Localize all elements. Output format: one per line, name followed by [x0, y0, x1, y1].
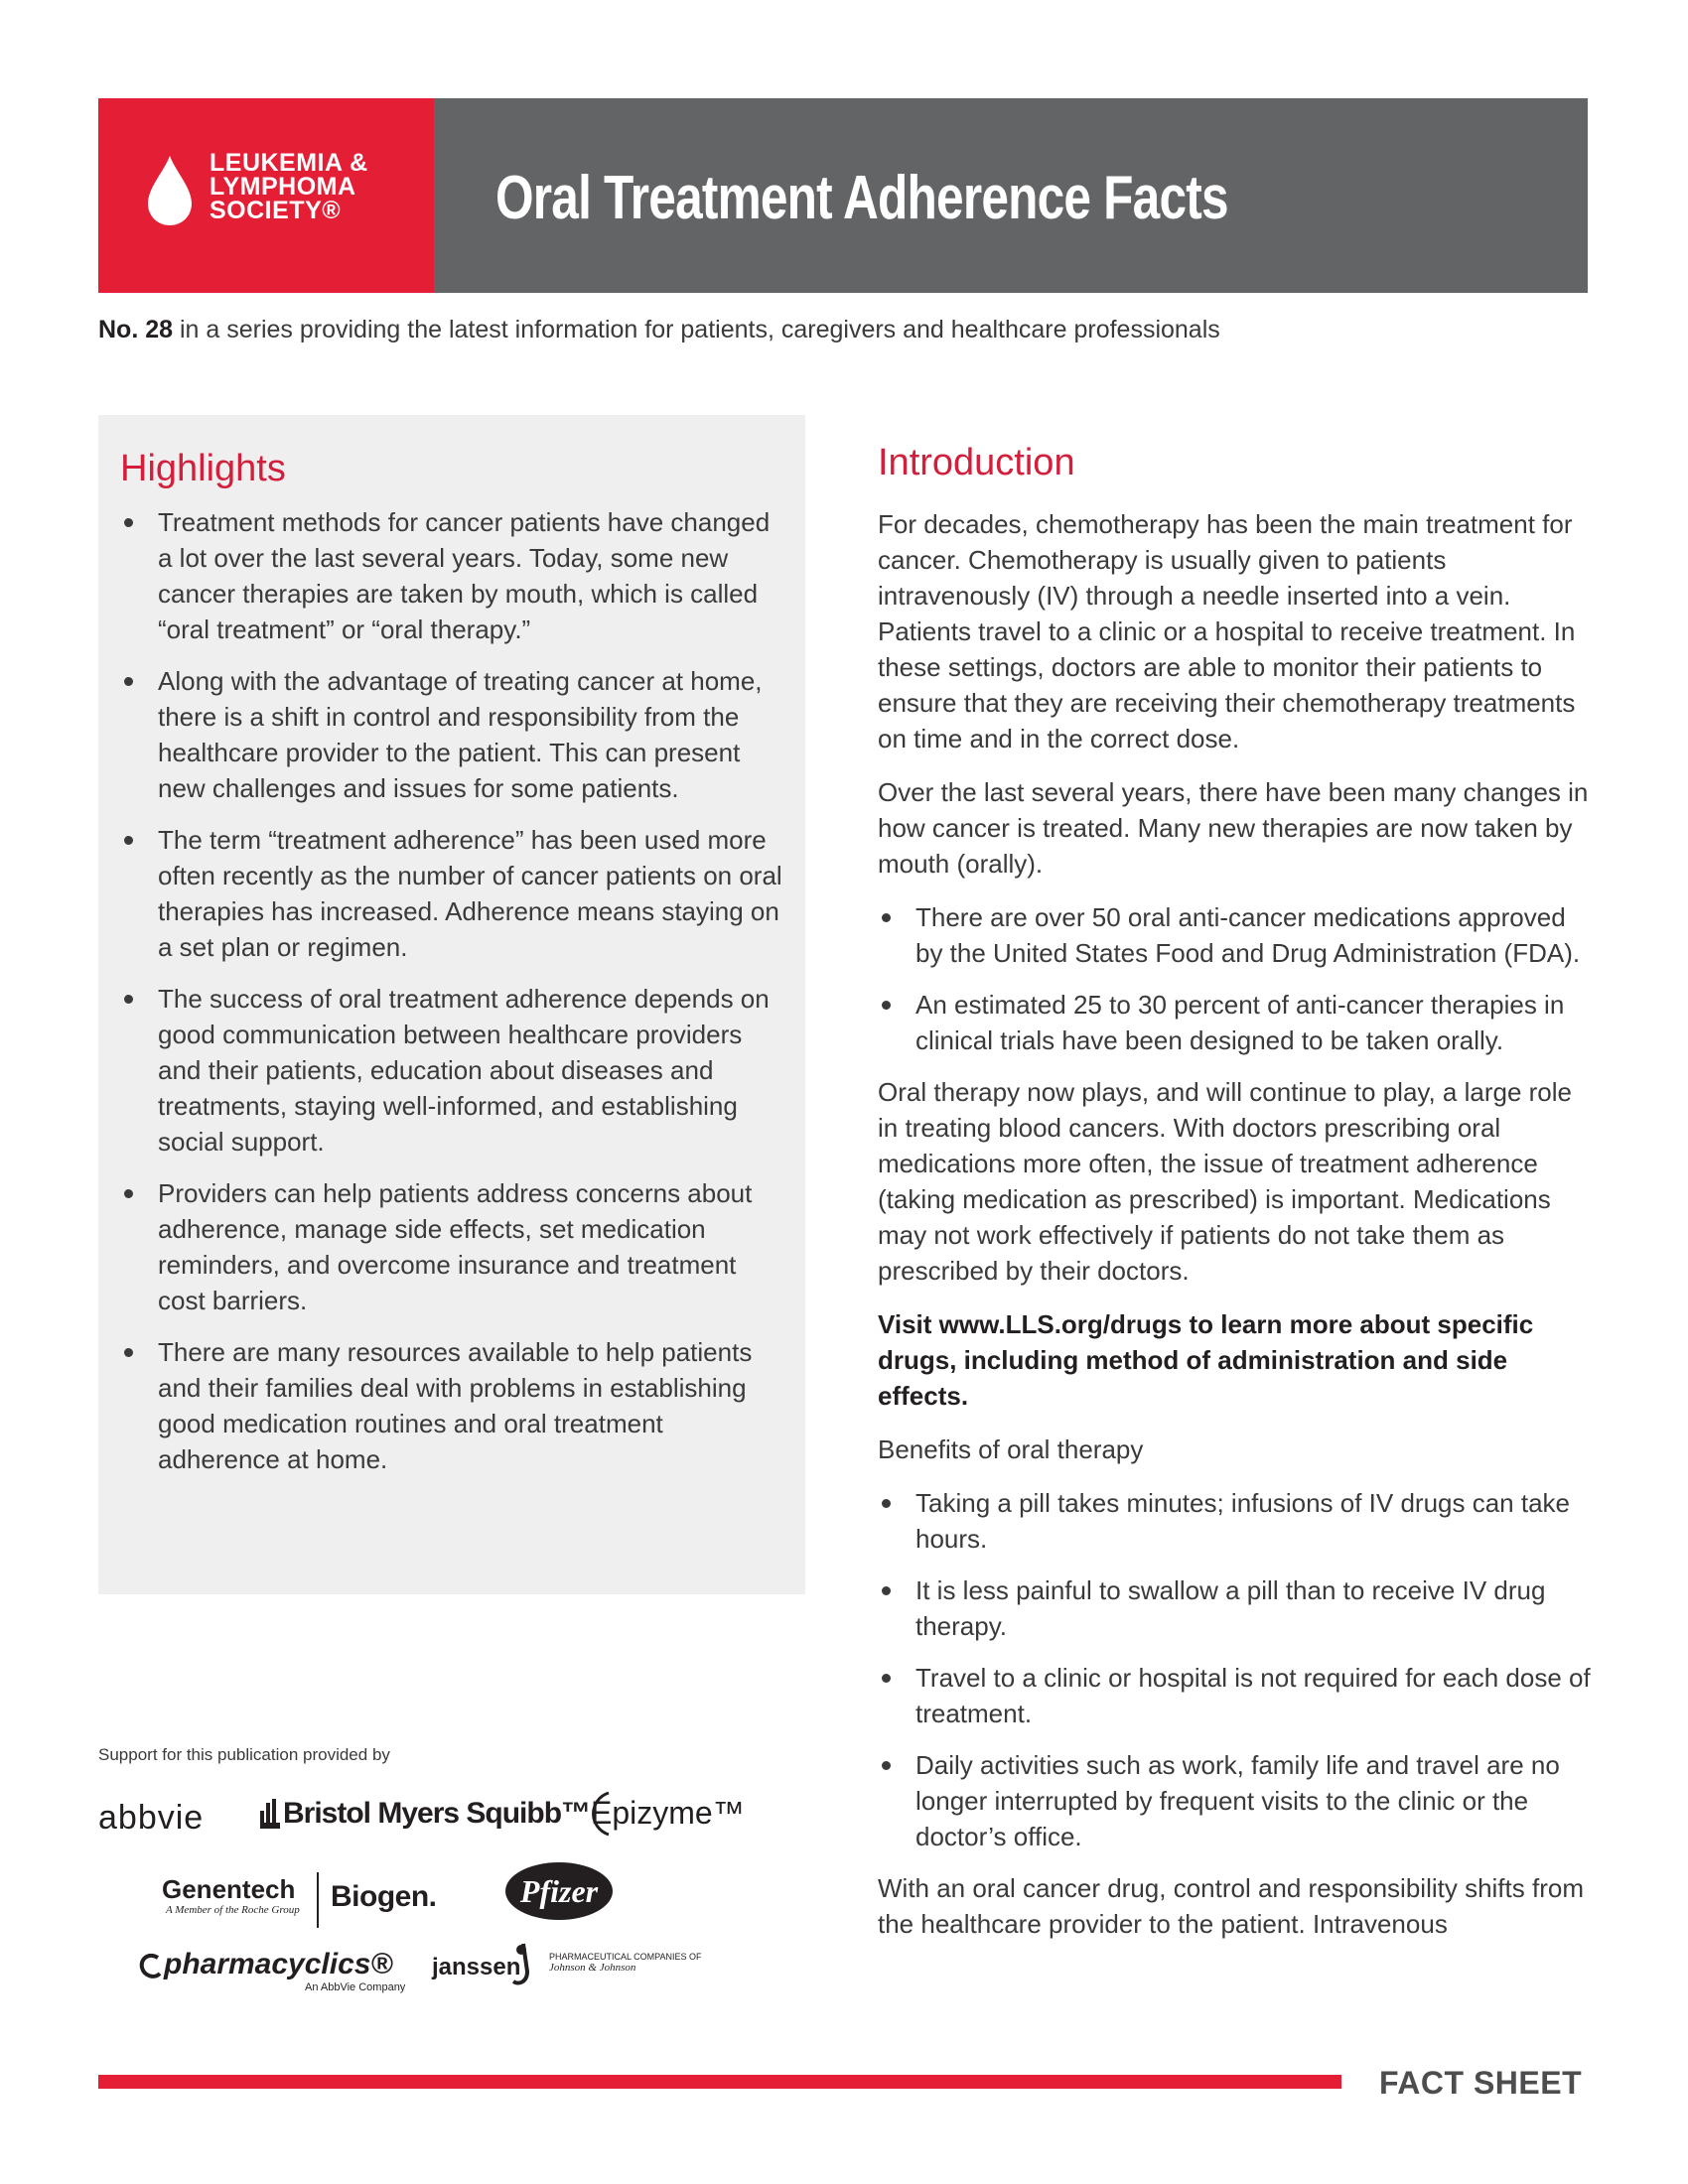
highlights-box: [98, 415, 805, 1594]
highlights-list: [120, 504, 783, 1477]
benefits-list: [878, 1485, 1593, 1854]
list-item-text: It is less painful to swallow a pill than to receive IV drug therapy.: [915, 1575, 1546, 1641]
bms-hand-icon: [259, 1797, 281, 1831]
list-item: [120, 822, 783, 965]
paragraph: Oral therapy now plays, and will continue to play, a large role in treating blood cancers. With doctors prescribing oral medications more often, the issue of treatment adherence (taking medication as prescribed) is important. Medications may not work effectively if patients do not take them as prescribed by their doctors.: [878, 1077, 1573, 1286]
list-item-text: Treatment methods for cancer patients have changed a lot over the last several years. Today, some new cancer therapies are taken by mouth, which is called “oral treatment” or “oral therapy.”: [158, 507, 771, 644]
jj-line: Johnson & Johnson: [549, 1962, 636, 1974]
list-item-text: An estimated 25 to 30 percent of anti-cancer therapies in clinical trials have been designed to be taken orally.: [915, 990, 1565, 1055]
introduction-title: Introduction: [878, 442, 1075, 483]
fda-facts-list: [878, 899, 1593, 1058]
paragraph: Over the last several years, there have been many changes in how cancer is treated. Many new therapies are now taken by mouth (orally).: [878, 777, 1589, 879]
epizyme-logo: Epizyme™: [591, 1795, 745, 1831]
list-item-text: There are over 50 oral anti-cancer medications approved by the United States Food and Drug Administration (FDA).: [915, 902, 1581, 968]
sponsor-label: Support for this publication provided by: [98, 1745, 390, 1764]
paragraph: For decades, chemotherapy has been the main treatment for cancer. Chemotherapy is usually given to patients intravenously (IV) through a needle inserted into a vein. Patients travel to a clinic or a hospital to receive treatment. In these settings, doctors are able to monitor their patients to ensure that they are receiving their chemotherapy treatments on time and in the correct dose.: [878, 509, 1576, 753]
list-item: [878, 1485, 1593, 1557]
list-item: [878, 1660, 1593, 1731]
series-number: No. 28: [98, 316, 174, 343]
logo-divider: [317, 1872, 319, 1928]
bullet-icon: [124, 1348, 133, 1357]
paragraph: With an oral cancer drug, control and responsibility shifts from the healthcare provider to the patient. Intravenous: [878, 1873, 1584, 1939]
bullet-icon: [882, 1001, 891, 1010]
sponsor-logos: [98, 1785, 805, 2003]
title-band: [434, 98, 1588, 293]
bullet-icon: [882, 1674, 891, 1683]
org-name-line: SOCIETY®: [210, 197, 342, 224]
list-item: [120, 1175, 783, 1318]
list-item: [120, 663, 783, 806]
header-band: [98, 98, 1588, 293]
org-name: [210, 151, 368, 222]
list-item: [120, 1334, 783, 1477]
list-item-text: Along with the advantage of treating cancer at home, there is a shift in control and responsibility from the healthcare provider to the patient. This can present new challenges and issues for some patients.: [158, 666, 763, 803]
list-item-text: Travel to a clinic or hospital is not required for each dose of treatment.: [915, 1663, 1591, 1728]
biogen-logo: Biogen.: [331, 1880, 437, 1913]
list-item: [878, 987, 1593, 1058]
bullet-icon: [882, 913, 891, 922]
highlights-title: Highlights: [120, 448, 286, 489]
bullet-icon: [124, 836, 133, 845]
list-item-text: Daily activities such as work, family life and travel are no longer interrupted by frequent visits to the clinic or the doctor’s office.: [915, 1750, 1560, 1851]
org-name-line: LYMPHOMA: [210, 173, 356, 201]
pharmacyclics-logo: pharmacyclics®: [164, 1948, 393, 1980]
document-title: Oral Treatment Adherence Facts: [495, 164, 1228, 232]
abbvie-logo: abbvie: [98, 1799, 205, 1837]
introduction-section: [878, 439, 1593, 1960]
list-item: [878, 1572, 1593, 1644]
list-item-text: The term “treatment adherence” has been used more often recently as the number of cancer patients on oral therapies has increased. Adherence means staying on a set plan or regimen.: [158, 825, 782, 962]
list-item: [120, 981, 783, 1160]
janssen-figure-icon: [509, 1942, 535, 1989]
series-line: [98, 316, 1220, 344]
pharmacyclics-tagline: An AbbVie Company: [305, 1981, 406, 1993]
bullet-icon: [124, 677, 133, 686]
visit-link-paragraph[interactable]: Visit www.LLS.org/drugs to learn more about specific drugs, including method of administration and side effects.: [878, 1309, 1534, 1411]
list-item-text: Taking a pill takes minutes; infusions of IV drugs can take hours.: [915, 1488, 1571, 1554]
lls-logo-block: [98, 98, 434, 293]
jj-logo: [549, 1952, 702, 1974]
list-item: [878, 899, 1593, 971]
janssen-logo: janssen: [432, 1954, 521, 1980]
bullet-icon: [124, 1189, 133, 1198]
list-item-text: Providers can help patients address concerns about adherence, manage side effects, set medication reminders, and overcome insurance and treatment cost barriers.: [158, 1178, 753, 1315]
bms-logo: Bristol Myers Squibb™: [283, 1797, 591, 1830]
list-item-text: The success of oral treatment adherence depends on good communication between healthcare providers and their patients, education about diseases and treatments, staying well-informed, and establishing social support.: [158, 984, 770, 1157]
pfizer-logo: [503, 1860, 615, 1922]
pfizer-logo-text: Pfizer: [519, 1873, 599, 1909]
bullet-icon: [882, 1761, 891, 1770]
series-text: in a series providing the latest information for patients, caregivers and healthcare professionals: [173, 316, 1220, 343]
list-item: [878, 1747, 1593, 1854]
jj-line: PHARMACEUTICAL COMPANIES OF: [549, 1952, 702, 1962]
fact-sheet-label: FACT SHEET: [1379, 2065, 1583, 2101]
org-name-line: LEUKEMIA &: [210, 149, 368, 177]
bullet-icon: [124, 995, 133, 1004]
genentech-logo: Genentech: [162, 1874, 296, 1904]
list-item-text: There are many resources available to help patients and their families deal with problems in establishing good medication routines and oral treatment adherence at home.: [158, 1337, 753, 1474]
benefits-label: Benefits of oral therapy: [878, 1434, 1144, 1464]
bullet-icon: [882, 1499, 891, 1508]
bullet-icon: [882, 1586, 891, 1595]
list-item: [120, 504, 783, 647]
pharmacyclics-swirl-icon: [138, 1952, 164, 1981]
bullet-icon: [124, 518, 133, 527]
genentech-tagline: A Member of the Roche Group: [166, 1904, 300, 1916]
footer-bar: [98, 2075, 1341, 2089]
blood-drop-icon: [146, 154, 194, 227]
